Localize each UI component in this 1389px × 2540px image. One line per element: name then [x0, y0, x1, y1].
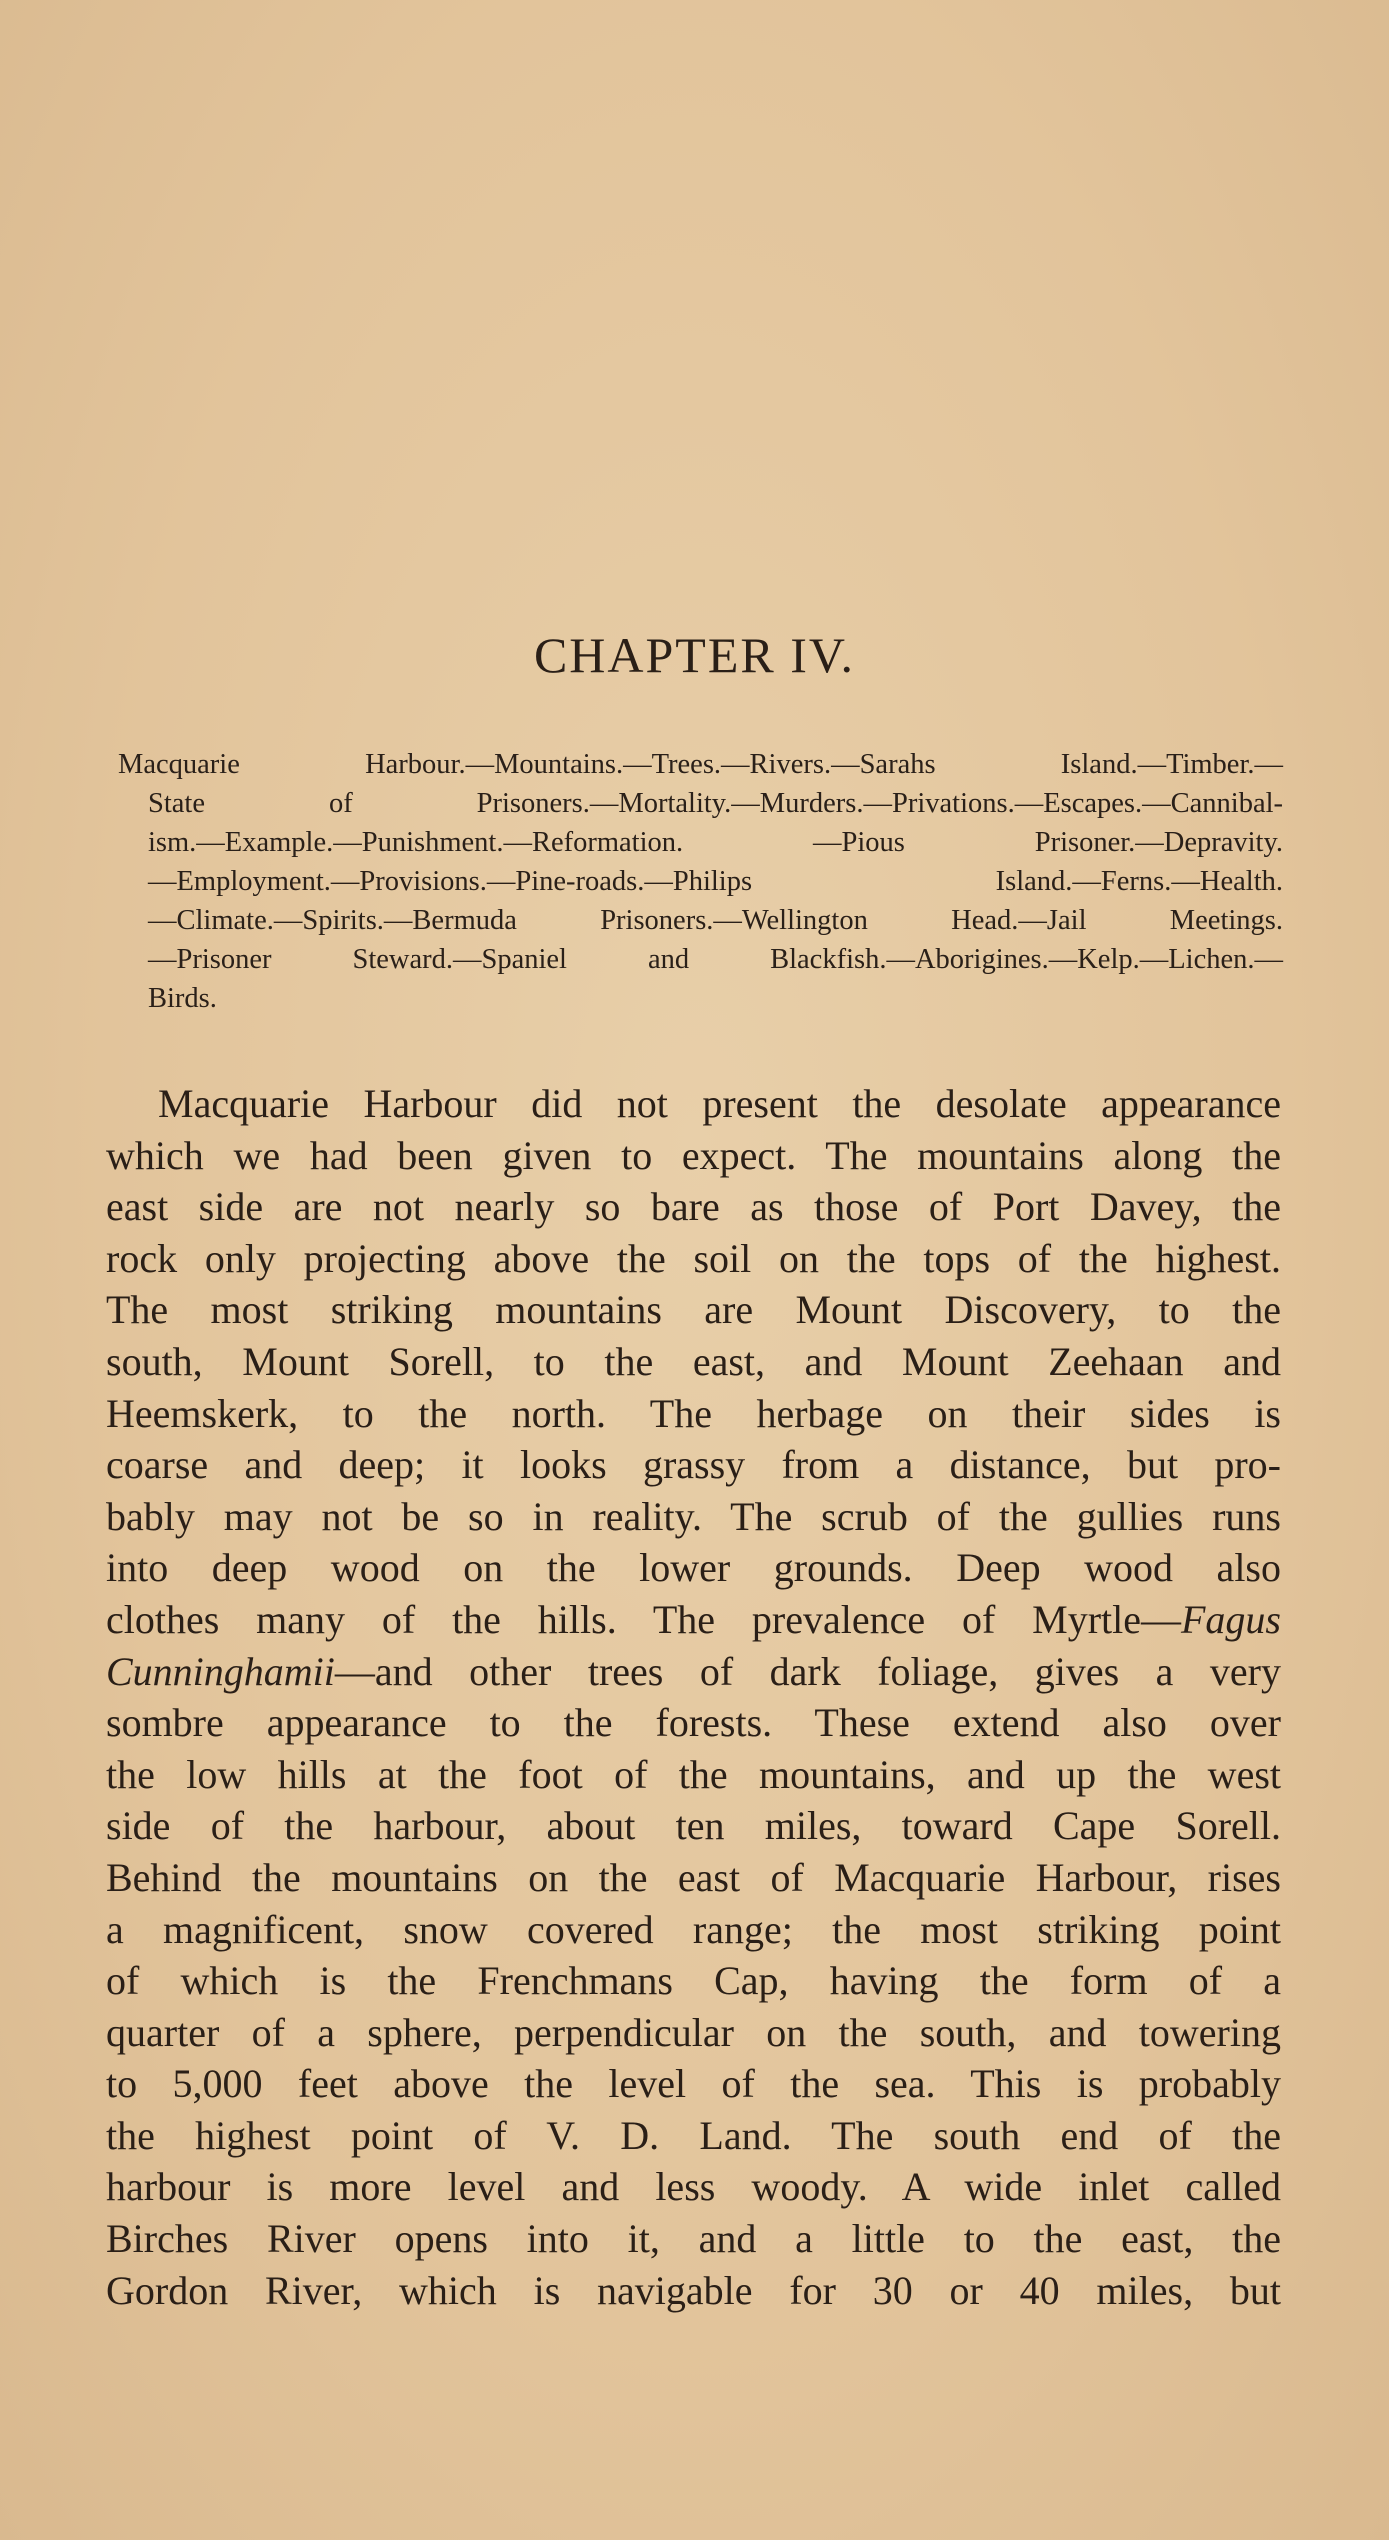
body-line: the low hills at the foot of the mountains, and up the west — [106, 1751, 1281, 1797]
synopsis-line: ism.—Example.—Punishment.—Reformation. —Pious Prisoner.—Depravity. — [148, 827, 1283, 858]
body-line-with-italic — [106, 1594, 1281, 1646]
body-line: harbour is more level and less woody. A wide inlet called — [106, 2164, 1281, 2210]
synopsis-line: Macquarie Harbour.—Mountains.—Trees.—Rivers.—Sarahs Island.—Timber.— — [118, 749, 1283, 780]
body-line: Behind the mountains on the east of Macquarie Harbour, rises — [106, 1854, 1281, 1900]
synopsis-line: State of Prisoners.—Mortality.—Murders.—Privations.—Escapes.—Cannibal- — [148, 788, 1283, 819]
body-line: quarter of a sphere, perpendicular on the south, and towering — [106, 2009, 1281, 2055]
body-line-with-italic — [106, 1646, 1281, 1698]
body-line: Macquarie Harbour did not present the desolate appearance — [158, 1081, 1281, 1126]
body-line: of which is the Frenchmans Cap, having the form of a — [106, 1958, 1281, 2004]
body-line: rock only projecting above the soil on the tops of the highest. — [106, 1235, 1281, 1281]
synopsis-line: —Prisoner Steward.—Spaniel and Blackfish.—Aborigines.—Kelp.—Lichen.— — [148, 944, 1283, 975]
body-line: coarse and deep; it looks grassy from a distance, but pro- — [106, 1442, 1281, 1488]
body-line: which we had been given to expect. The mountains along the — [106, 1132, 1281, 1178]
chapter-synopsis — [118, 745, 1283, 1018]
synopsis-line: —Employment.—Provisions.—Pine-roads.—Philips Island.—Ferns.—Health. — [148, 866, 1283, 897]
body-line: The most striking mountains are Mount Discovery, to the — [106, 1287, 1281, 1333]
body-line: Birches River opens into it, and a little to the east, the — [106, 2216, 1281, 2262]
body-line-text: clothes many of the hills. The prevalence of Myrtle— — [106, 1596, 1181, 1642]
body-paragraph — [106, 1078, 1281, 2316]
body-line: a magnificent, snow covered range; the most striking point — [106, 1906, 1281, 1952]
body-line: side of the harbour, about ten miles, toward Cape Sorell. — [106, 1803, 1281, 1849]
body-line: the highest point of V. D. Land. The south end of the — [106, 2112, 1281, 2158]
italic-fagus: Fagus — [1181, 1596, 1281, 1642]
body-line: east side are not nearly so bare as those of Port Davey, the — [106, 1184, 1281, 1230]
body-line: bably may not be so in reality. The scrub of the gullies runs — [106, 1493, 1281, 1539]
synopsis-line: —Climate.—Spirits.—Bermuda Prisoners.—Wellington Head.—Jail Meetings. — [148, 905, 1283, 936]
body-line: south, Mount Sorell, to the east, and Mount Zeehaan and — [106, 1338, 1281, 1384]
body-line: Heemskerk, to the north. The herbage on their sides is — [106, 1390, 1281, 1436]
body-line: Gordon River, which is navigable for 30 or 40 miles, but — [106, 2267, 1281, 2313]
body-line-text: —and other trees of dark foliage, gives a very — [334, 1648, 1281, 1694]
chapter-heading: CHAPTER IV. — [533, 627, 856, 683]
body-line: to 5,000 feet above the level of the sea. This is probably — [106, 2061, 1281, 2107]
body-line: sombre appearance to the forests. These extend also over — [106, 1700, 1281, 1746]
body-line: into deep wood on the lower grounds. Deep wood also — [106, 1545, 1281, 1591]
italic-cunninghamii: Cunninghamii — [106, 1648, 335, 1694]
synopsis-line: Birds. — [148, 983, 217, 1014]
